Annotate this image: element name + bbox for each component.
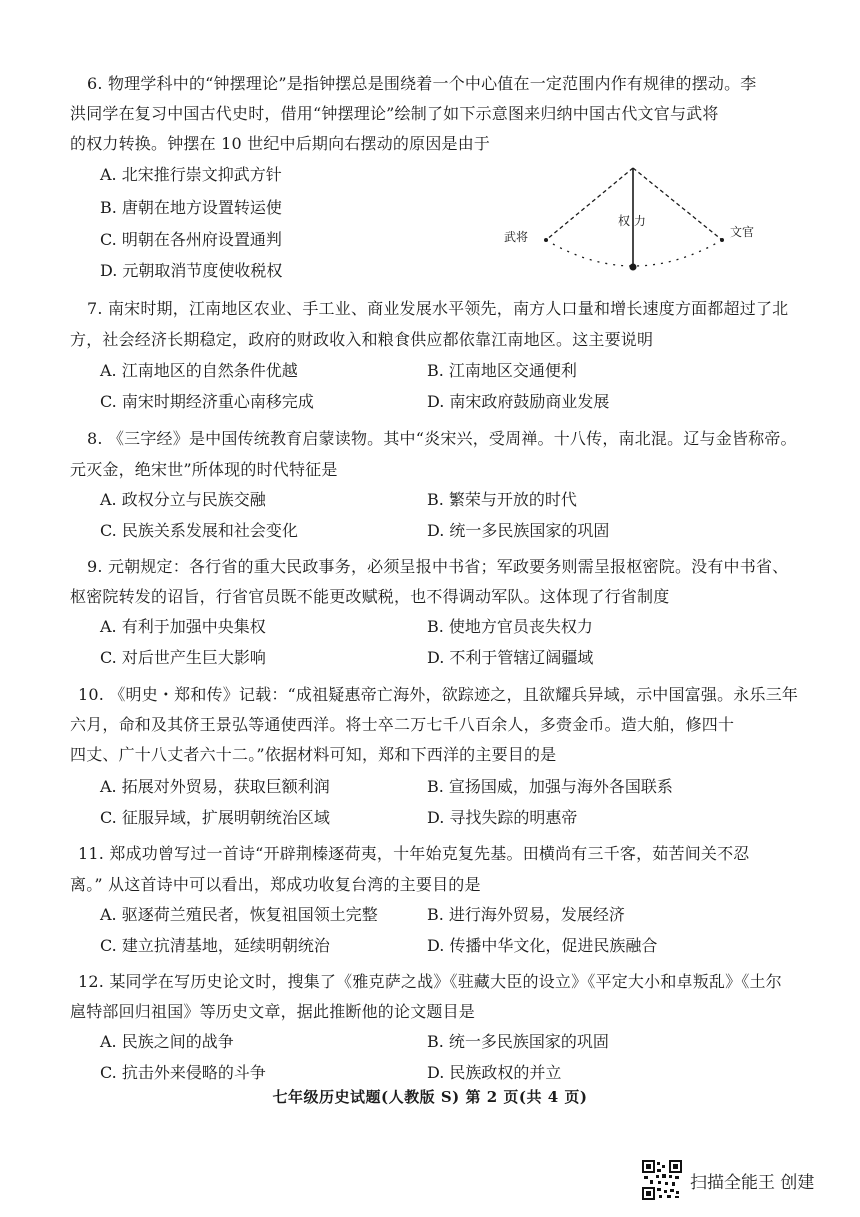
question-8-line-1: 8. 《三字经》是中国传统教育启蒙读物。其中“炎宋兴，受周禅。十八传，南北混。辽与金皆称帝。 bbox=[87, 429, 797, 448]
question-7-line-1: 7. 南宋时期，江南地区农业、手工业、商业发展水平领先，南方人口量和增长速度方面都超过了北 bbox=[87, 299, 789, 318]
pendulum-diagram bbox=[500, 162, 770, 277]
pendulum-left-point bbox=[544, 238, 548, 242]
question-8-option-d: D. 统一多民族国家的巩固 bbox=[427, 521, 610, 540]
question-11-line-1: 11. 郑成功曾写过一首诗“开辟荆榛逐荷夷，十年始克复先基。田横尚有三千客，茹苦间关不忍 bbox=[78, 844, 750, 863]
question-9-option-d: D. 不利于管辖辽阔疆域 bbox=[427, 648, 594, 667]
question-8-line-2: 元灭金，绝宋世”所体现的时代特征是 bbox=[70, 460, 338, 479]
question-6-option-b: B. 唐朝在地方设置转运使 bbox=[100, 198, 282, 217]
question-7-line-2: 方，社会经济长期稳定，政府的财政收入和粮食供应都依靠江南地区。这主要说明 bbox=[70, 330, 654, 349]
pendulum-left-arm bbox=[546, 168, 633, 240]
question-12-option-b: B. 统一多民族国家的巩固 bbox=[427, 1032, 609, 1051]
question-6-line-2: 洪同学在复习中国古代史时，借用“钟摆理论”绘制了如下示意图来归纳中国古代文官与武将 bbox=[70, 104, 719, 123]
question-12-option-c: C. 抗击外来侵略的斗争 bbox=[100, 1063, 266, 1082]
question-7-option-c: C. 南宋时期经济重心南移完成 bbox=[100, 392, 314, 411]
question-7-option-b: B. 江南地区交通便利 bbox=[427, 361, 577, 380]
question-6-option-c: C. 明朝在各州府设置通判 bbox=[100, 230, 282, 249]
question-8-option-b: B. 繁荣与开放的时代 bbox=[427, 490, 577, 509]
question-9-option-a: A. 有利于加强中央集权 bbox=[100, 617, 266, 636]
question-10-option-c: C. 征服异域，扩展明朝统治区域 bbox=[100, 808, 330, 827]
question-10-option-a: A. 拓展对外贸易，获取巨额利润 bbox=[100, 777, 330, 796]
diagram-label-center: 权 力 bbox=[618, 214, 646, 228]
question-11-option-a: A. 驱逐荷兰殖民者，恢复祖国领土完整 bbox=[100, 905, 378, 924]
qr-code-icon bbox=[642, 1160, 682, 1200]
question-8-option-c: C. 民族关系发展和社会变化 bbox=[100, 521, 298, 540]
question-8-option-a: A. 政权分立与民族交融 bbox=[100, 490, 266, 509]
question-6-option-d: D. 元朝取消节度使收税权 bbox=[100, 261, 283, 280]
scanner-watermark bbox=[642, 1160, 814, 1200]
pendulum-bob bbox=[630, 264, 637, 271]
page-footer: 七年级历史试题(人教版 S) 第 2 页(共 4 页) bbox=[272, 1088, 588, 1106]
question-10-option-d: D. 寻找失踪的明惠帝 bbox=[427, 808, 578, 827]
question-11-option-b: B. 进行海外贸易，发展经济 bbox=[427, 905, 625, 924]
question-9-option-b: B. 使地方官员丧失权力 bbox=[427, 617, 593, 636]
question-10-option-b: B. 宣扬国威，加强与海外各国联系 bbox=[427, 777, 673, 796]
question-12-line-2: 扈特部回归祖国》等历史文章，据此推断他的论文题目是 bbox=[70, 1002, 476, 1021]
pendulum-arc bbox=[546, 240, 722, 266]
diagram-label-right: 文官 bbox=[730, 225, 755, 239]
question-9-line-1: 9. 元朝规定：各行省的重大民政事务，必须呈报中书省；军政要务则需呈报枢密院。没有中书省、 bbox=[87, 557, 789, 576]
question-12-line-1: 12. 某同学在写历史论文时，搜集了《雅克萨之战》《驻藏大臣的设立》《平定大小和卓叛乱》《土尔 bbox=[78, 972, 782, 991]
question-12-option-a: A. 民族之间的战争 bbox=[100, 1032, 234, 1051]
question-10-line-3: 四丈、广十八丈者六十二。”依据材料可知，郑和下西洋的主要目的是 bbox=[70, 745, 557, 764]
question-11-line-2: 离。” 从这首诗中可以看出，郑成功收复台湾的主要目的是 bbox=[70, 875, 481, 894]
pendulum-right-point bbox=[720, 238, 724, 242]
question-9-line-2: 枢密院转发的诏旨，行省官员既不能更改赋税，也不得调动军队。这体现了行省制度 bbox=[70, 587, 670, 606]
pendulum-right-arm bbox=[633, 168, 722, 240]
question-12-option-d: D. 民族政权的并立 bbox=[427, 1063, 562, 1082]
question-7-option-a: A. 江南地区的自然条件优越 bbox=[100, 361, 298, 380]
diagram-label-left: 武将 bbox=[504, 230, 529, 244]
watermark-text: 扫描全能王 创建 bbox=[690, 1172, 815, 1193]
question-10-line-2: 六月，命和及其侪王景弘等通使西洋。将士卒二万七千八百余人，多赍金币。造大舶，修四十 bbox=[70, 715, 735, 734]
question-9-option-c: C. 对后世产生巨大影响 bbox=[100, 648, 266, 667]
question-10-line-1: 10. 《明史・郑和传》记载：“成祖疑惠帝亡海外，欲踪迹之，且欲耀兵异域，示中国富强。永乐三年 bbox=[78, 685, 799, 704]
question-6-line-3: 的权力转换。钟摆在 10 世纪中后期向右摆动的原因是由于 bbox=[70, 134, 491, 153]
question-6-line-1: 6. 物理学科中的“钟摆理论”是指钟摆总是围绕着一个中心值在一定范围内作有规律的摆动。李 bbox=[87, 74, 757, 93]
question-6-option-a: A. 北宋推行崇文抑武方针 bbox=[100, 165, 282, 184]
question-7-option-d: D. 南宋政府鼓励商业发展 bbox=[427, 392, 610, 411]
question-11-option-c: C. 建立抗清基地，延续明朝统治 bbox=[100, 936, 330, 955]
question-11-option-d: D. 传播中华文化，促进民族融合 bbox=[427, 936, 658, 955]
